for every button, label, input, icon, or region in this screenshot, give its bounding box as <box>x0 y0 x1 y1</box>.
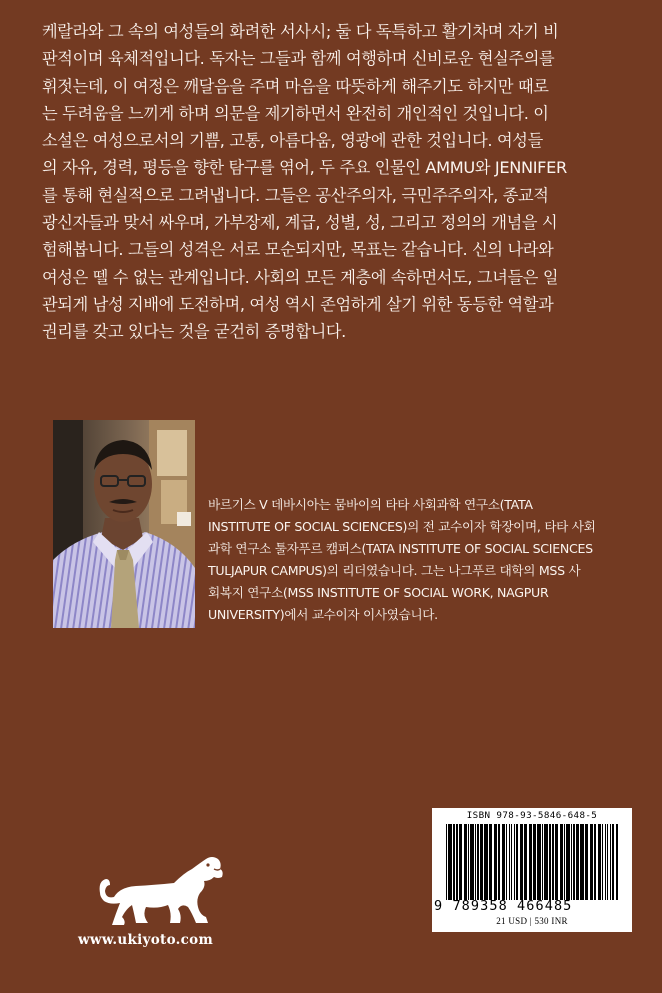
blurb-line: 는 두려움을 느끼게 하며 의문을 제기하면서 완전히 개인적인 것입니다. 이 <box>42 103 549 123</box>
blurb-line: 관되게 남성 지배에 도전하며, 여성 역시 존엄하게 살기 위한 동등한 역할과 <box>42 294 554 314</box>
blurb-line: 판적이며 육체적입니다. 독자는 그들과 함께 여행하며 신비로운 현실주의를 <box>42 49 555 69</box>
blurb-line: 를 통해 현실적으로 그려냅니다. 그들은 공산주의자, 극민주주의자, 종교적 <box>42 185 549 205</box>
blurb-line: 소설은 여성으로서의 기쁨, 고통, 아름다움, 영광에 관한 것입니다. 여성들 <box>42 131 543 151</box>
blurb-line: 권리를 갖고 있다는 것을 굳건히 증명합니다. <box>42 322 346 342</box>
author-bio <box>208 494 628 625</box>
bio-line: 바르기스 V 데바시아는 뭄바이의 타타 사회과학 연구소(TATA <box>208 497 533 512</box>
isbn-label: ISBN 978-93-5846-648-5 <box>466 810 598 821</box>
isbn-barcode <box>432 808 632 932</box>
publisher-url[interactable]: www.ukiyoto.com <box>78 932 214 948</box>
blurb-line: 험해봅니다. 그들의 성격은 서로 모순되지만, 목표는 같습니다. 신의 나라와 <box>42 240 554 260</box>
price-label: 21 USD | 530 INR <box>496 916 568 926</box>
bio-line: 과학 연구소 툴자푸르 캠퍼스(TATA INSTITUTE OF SOCIAL SCIENCES <box>208 540 593 556</box>
lion-icon <box>96 853 226 933</box>
bio-line: UNIVERSITY)에서 교수이자 이사였습니다. <box>208 606 438 622</box>
barcode-bars <box>446 824 618 900</box>
bio-line: 회복지 연구소(MSS INSTITUTE OF SOCIAL WORK, NAGPUR <box>208 584 549 600</box>
barcode-digits: 9 789358 466485 <box>434 898 573 914</box>
author-photo <box>53 420 195 628</box>
bio-line: TULJAPUR CAMPUS)의 리더였습니다. 그는 나그푸르 대학의 MSS 사 <box>208 562 581 578</box>
blurb-line: 휘젓는데, 이 여정은 깨달음을 주며 마음을 따뜻하게 해주기도 하지만 때로 <box>42 76 549 96</box>
publisher-block <box>78 853 258 953</box>
bio-line: INSTITUTE OF SOCIAL SCIENCES)의 전 교수이자 학장이며, 타타 사회 <box>208 518 596 534</box>
book-blurb <box>42 18 622 346</box>
blurb-line: 케랄라와 그 속의 여성들의 화려한 서사시; 둘 다 독특하고 활기차며 자기 비 <box>42 22 559 41</box>
blurb-line: 광신자들과 맞서 싸우며, 가부장제, 계급, 성별, 성, 그리고 정의의 개념을 시 <box>42 213 558 233</box>
blurb-line: 여성은 뗄 수 없는 관계입니다. 사회의 모든 계층에 속하면서도, 그녀들은 일 <box>42 267 559 287</box>
blurb-line: 의 자유, 경력, 평등을 향한 탐구를 엮어, 두 주요 인물인 AMMU와 JENNIFER <box>42 158 567 178</box>
